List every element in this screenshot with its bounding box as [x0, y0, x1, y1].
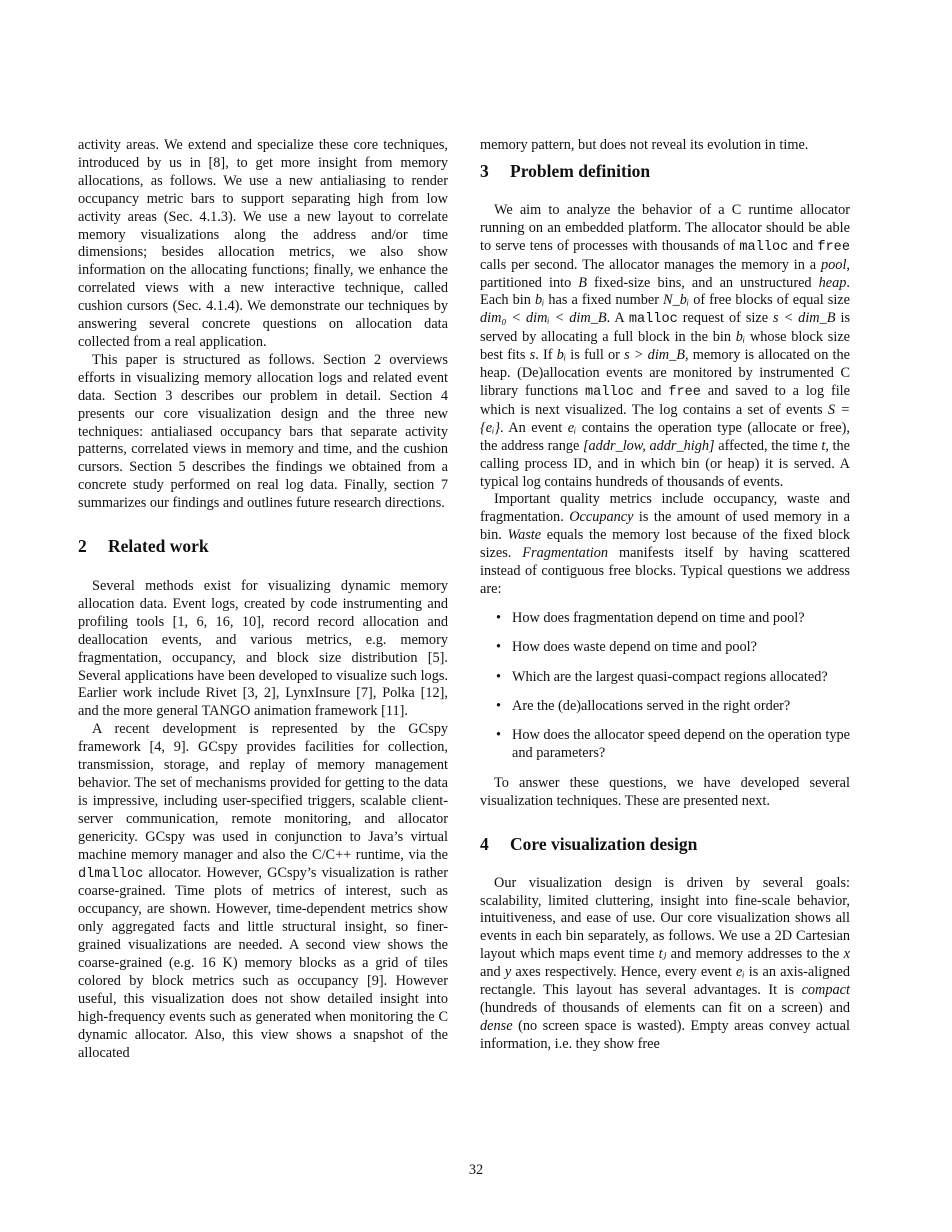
emphasis-term: N_bᵢ — [663, 292, 690, 309]
emphasis-term: s > dim_B — [624, 347, 685, 364]
emphasis-term: [addr_low, addr_high] — [582, 437, 715, 454]
text-run: is full or — [566, 347, 625, 364]
text-run: (no screen space is wasted). Empty areas convey actual information, i.e. they show free — [480, 1017, 850, 1052]
paragraph-continuation — [480, 137, 850, 155]
bullet-icon: • — [496, 668, 502, 685]
emphasis-term: Waste — [507, 527, 542, 544]
emphasis-term: tⱼ — [658, 946, 667, 963]
code-term: malloc — [739, 239, 789, 255]
text-run: manifests itself by having scattered instead of contiguous free blocks. Typical questions we address are: — [480, 545, 850, 597]
question-text: Are the (de)allocations served in the right order? — [512, 698, 791, 715]
question-item — [480, 669, 850, 687]
paragraph-problem — [480, 202, 850, 492]
text-run: memory pattern, but does not reveal its evolution in time. — [480, 137, 809, 153]
paragraph-core-design — [480, 875, 850, 1054]
emphasis-term: x — [843, 946, 850, 963]
text-run: Important quality metrics include occupancy, waste and fragmentation. — [480, 491, 850, 526]
emphasis-term: compact — [801, 982, 850, 999]
emphasis-term: B — [578, 274, 587, 291]
text-run: . Each bin — [480, 274, 850, 309]
right-column — [480, 137, 850, 1054]
paragraph-structure — [78, 352, 448, 513]
text-run: request of size — [677, 310, 774, 327]
bullet-icon: • — [496, 609, 502, 626]
question-item — [480, 698, 850, 716]
text-run: axes respectively. Hence, every event — [511, 964, 737, 981]
left-column — [78, 137, 448, 1063]
emphasis-term: bᵢ — [556, 347, 567, 364]
emphasis-term: bᵢ — [735, 329, 746, 346]
question-item — [480, 727, 850, 763]
emphasis-term: Occupancy — [569, 509, 634, 526]
text-run: . A — [606, 310, 629, 327]
text-run: Several methods exist for visualizing dynamic memory allocation data. Event logs, created by code instrumenting and profiling tools [1, 6, 16, 10], record record allocation and deallocation events, and various metrics, e.g. memory fragmentation, occupancy, and block size distribution [5]. Several applications have been developed to visualize such logs. Earlier work include Rivet [3, 2], LynxInsure [7], Polka [12], and the more general TANGO animation framework [11]. — [78, 578, 448, 720]
paragraph-related-methods — [78, 578, 448, 721]
question-item — [480, 639, 850, 657]
section-title: Core visualization design — [510, 833, 698, 854]
text-run: . An event — [500, 419, 568, 436]
text-run: has a fixed number — [544, 292, 664, 309]
question-text: How does fragmentation depend on time and pool? — [512, 609, 805, 626]
code-term: dlmalloc — [78, 866, 144, 882]
question-text: Which are the largest quasi-compact regions allocated? — [512, 668, 828, 685]
text-run: and — [633, 382, 669, 399]
section-title: Related work — [108, 536, 209, 557]
section-heading-problem-definition — [480, 160, 850, 182]
paragraph-intro-end — [78, 137, 448, 352]
text-run: equals the memory lost because of the fixed block sizes. — [480, 527, 851, 562]
emphasis-term: Fragmentation — [522, 545, 609, 562]
emphasis-term: eᵢ — [567, 419, 577, 436]
code-term: free — [668, 384, 701, 400]
emphasis-term: pool — [821, 256, 847, 273]
paragraph-answer — [480, 775, 850, 811]
emphasis-term: t — [821, 437, 826, 454]
text-run: activity areas. We extend and specialize these core techniques, introduced by us in [8], to get more insight from memory allocations, as follows. We use a new antialiasing to render occupancy metric bars to support separating high from low activity areas (Sec. 4.1.3). We use a new layout to correlate memory visualizations along the address and/or time dimensions; besides allocation metrics, we also show information on the allocating functions; finally, we enhance the correlated views with a new interactive technique, called cushion cursors (Sec. 4.1.4). We demonstrate our techniques by answering several concrete questions on allocation data collected from a real application. — [78, 137, 448, 350]
text-run: and — [788, 237, 818, 254]
text-run: is served by allocating a full block in the bin — [480, 310, 851, 346]
text-run: affected, the time — [714, 437, 822, 454]
text-run: , the calling process ID, and in which bin (or heap) it is served. A typical log contains hundreds of thousands of events. — [480, 437, 850, 490]
emphasis-term: s — [529, 347, 536, 364]
question-item — [480, 610, 850, 628]
text-run: . If — [535, 347, 557, 364]
section-number: 3 — [480, 160, 489, 181]
bullet-icon: • — [496, 727, 502, 744]
text-run: This paper is structured as follows. Section 2 overviews efforts in visualizing memory allocation logs and related event data. Section 3 describes our problem in detail. Section 4 presents our core visualization design and the three new techniques: antialiased occupancy bars that separate activity patterns, correlated views in memory and time, and the cushion cursors. Section 5 describes the findings we obtained from a concrete study performed on real log data. Finally, section 7 summarizes our findings and outlines future research directions. — [78, 351, 448, 512]
text-run: fixed-size bins, and an unstructured — [587, 274, 819, 291]
text-run: and — [480, 964, 505, 981]
emphasis-term: bᵢ — [534, 292, 545, 309]
text-run: (hundreds of thousands of elements can fit on a screen) and — [480, 999, 850, 1016]
section-title: Problem definition — [510, 160, 651, 181]
bullet-icon: • — [496, 698, 502, 715]
code-term: malloc — [585, 384, 634, 400]
section-heading-related-work — [78, 535, 448, 557]
text-run: whose block size best fits — [480, 329, 851, 364]
text-run: A recent development is represented by the GCspy framework [4, 9]. GCspy provides facilities for collection, transmission, storage, and replay of memory management behavior. The set of mechanisms provided for getting to the data is impressive, including user-specified triggers, scalable client-server communication, remote monitoring, and allocator genericity. GCspy was used in conjunction to Java’s virtual machine memory manager and also the C/C++ runtime, via the — [78, 721, 448, 863]
text-run: calls per second. The allocator manages the memory in a — [480, 256, 821, 273]
text-run: allocator. However, GCspy’s visualization is rather coarse-grained. Time plots of metrics of interest, such as occupancy, are shown. However, time-dependent metrics show only aggregated facts and little structural insight, so finer-grained visualizations are needed. A second view shows the coarse-grained (e.g. 16 K) memory blocks as a grid of tiles colored by block metrics such as occupancy [9]. However useful, this visualization does not show detailed insight into high-frequency events such as generated when monitoring the C dynamic allocator. Also, this view shows a snapshot of the allocated — [78, 864, 448, 1061]
code-term: free — [817, 239, 850, 255]
page-number: 32 — [468, 1162, 484, 1178]
section-number: 4 — [480, 833, 489, 854]
text-run: and saved to a log file which is next visualized. The log contains a set of events — [480, 382, 851, 418]
questions-list — [480, 610, 850, 763]
emphasis-term: y — [504, 964, 512, 981]
bullet-icon: • — [496, 639, 502, 656]
text-run: , memory is allocated on the heap. (De)allocation events are monitored by instrumented C library functions — [480, 347, 850, 399]
text-run: To answer these questions, we have developed several visualization techniques. These are presented next. — [480, 774, 850, 809]
text-run: is an axis-aligned rectangle. This layout has several advantages. It is — [480, 964, 851, 999]
text-run: and memory addresses to the — [666, 946, 844, 963]
emphasis-term: dim₀ < dimᵢ < dim_B — [480, 310, 607, 327]
emphasis-term: dense — [480, 1017, 513, 1034]
text-run: Our visualization design is driven by several goals: scalability, limited cluttering, insight into fine-scale behavior, intuitiveness, and ease of use. Our core visualization shows all events in each bin separately, as follows. We use a 2D Cartesian layout which maps event time — [480, 874, 850, 963]
text-run: contains the operation type (allocate or free), the address range — [480, 419, 850, 454]
emphasis-term: eᵢ — [736, 964, 745, 981]
paragraph-gcspy — [78, 721, 448, 1062]
question-text: How does the allocator speed depend on the operation type and parameters? — [512, 727, 850, 762]
section-number: 2 — [78, 536, 87, 557]
question-text: How does waste depend on time and pool? — [512, 639, 757, 656]
emphasis-term: heap — [818, 274, 847, 291]
text-run: of free blocks of equal size — [689, 292, 850, 309]
code-term: malloc — [628, 312, 678, 328]
text-run: We aim to analyze the behavior of a C runtime allocator running on an embedded platform. The allocator should be able to serve tens of processes with thousands of — [480, 201, 850, 254]
text-run: is the amount of used memory in a bin. — [480, 509, 850, 544]
paragraph-metrics — [480, 491, 850, 598]
emphasis-term: S = {eᵢ} — [480, 401, 850, 436]
emphasis-term: s < dim_B — [773, 310, 836, 327]
text-run: , partitioned into — [480, 256, 850, 291]
section-heading-core-visualization — [480, 833, 850, 855]
